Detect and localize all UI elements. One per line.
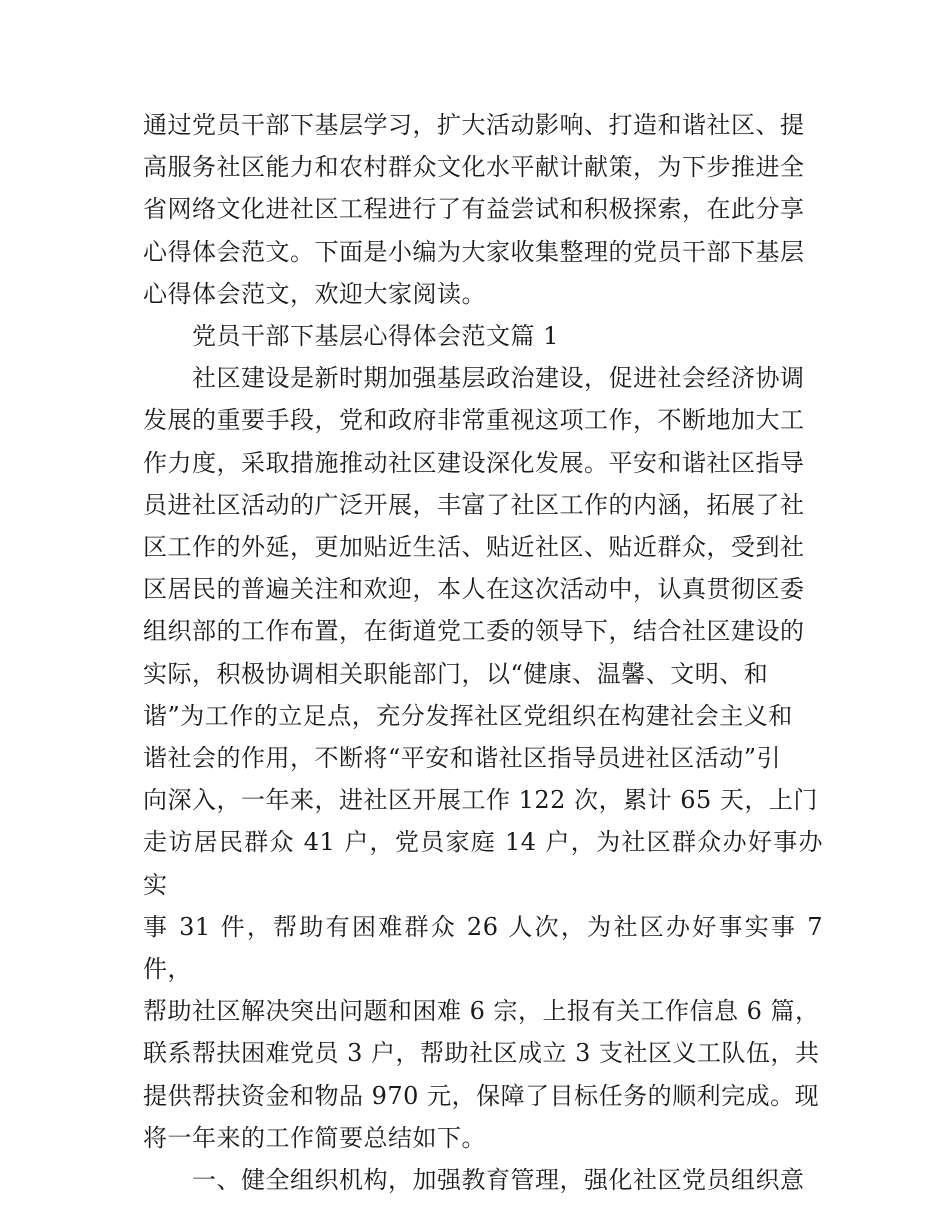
text-line: 谐”为工作的立足点，充分发挥社区党组织在构建社会主义和 [143, 701, 793, 730]
text-line: 实际，积极协调相关职能部门，以“健康、温馨、文明、和 [143, 659, 769, 688]
text-line: 心得体会范文。下面是小编为大家收集整理的党员干部下基层 [143, 237, 805, 266]
section-heading: 党员干部下基层心得体会范文篇 1 [192, 322, 559, 351]
text-line: 省网络文化进社区工程进行了有益尝试和积极探索，在此分享 [143, 195, 805, 224]
document-body [143, 104, 832, 1201]
text-line: 提供帮扶资金和物品 970 元，保障了目标任务的顺利完成。现 [143, 1081, 820, 1110]
text-line: 联系帮扶困难党员 3 户，帮助社区成立 3 支社区义工队伍，共 [143, 1039, 820, 1068]
text-line: 区居民的普遍关注和欢迎，本人在这次活动中，认真贯彻区委 [143, 575, 805, 604]
text-line: 帮助社区解决突出问题和困难 6 宗，上报有关工作信息 6 篇， [143, 997, 820, 1026]
text-line: 谐社会的作用，不断将“平安和谐社区指导员进社区活动”引 [143, 744, 782, 773]
text-line: 将一年来的工作简要总结如下。 [143, 1123, 486, 1152]
text-line: 通过党员干部下基层学习，扩大活动影响、打造和谐社区、提 [143, 111, 805, 139]
text-line: 发展的重要手段，党和政府非常重视这项工作，不断地加大工 [143, 406, 805, 435]
text-line: 员进社区活动的广泛开展，丰富了社区工作的内涵，拓展了社 [143, 490, 805, 519]
text-line: 社区建设是新时期加强基层政治建设，促进社会经济协调 [192, 364, 805, 393]
text-line: 走访居民群众 41 户，党员家庭 14 户，为社区群众办好事办实 [143, 828, 823, 899]
text-line: 区工作的外延，更加贴近生活、贴近社区、贴近群众，受到社 [143, 533, 805, 562]
text-line: 作力度，采取措施推动社区建设深化发展。平安和谐社区指导 [143, 448, 805, 477]
section-heading: 一、健全组织机构，加强教育管理，强化社区党员组织意 [192, 1166, 805, 1195]
text-line: 心得体会范文，欢迎大家阅读。 [143, 279, 486, 308]
text-line: 高服务社区能力和农村群众文化水平献计献策，为下步推进全 [143, 153, 805, 182]
text-line: 向深入，一年来，进社区开展工作 122 次，累计 65 天，上门 [143, 786, 818, 815]
text-line: 组织部的工作布置，在街道党工委的领导下，结合社区建设的 [143, 617, 805, 646]
text-line: 事 31 件，帮助有困难群众 26 人次，为社区办好事实事 7 件， [143, 912, 832, 984]
